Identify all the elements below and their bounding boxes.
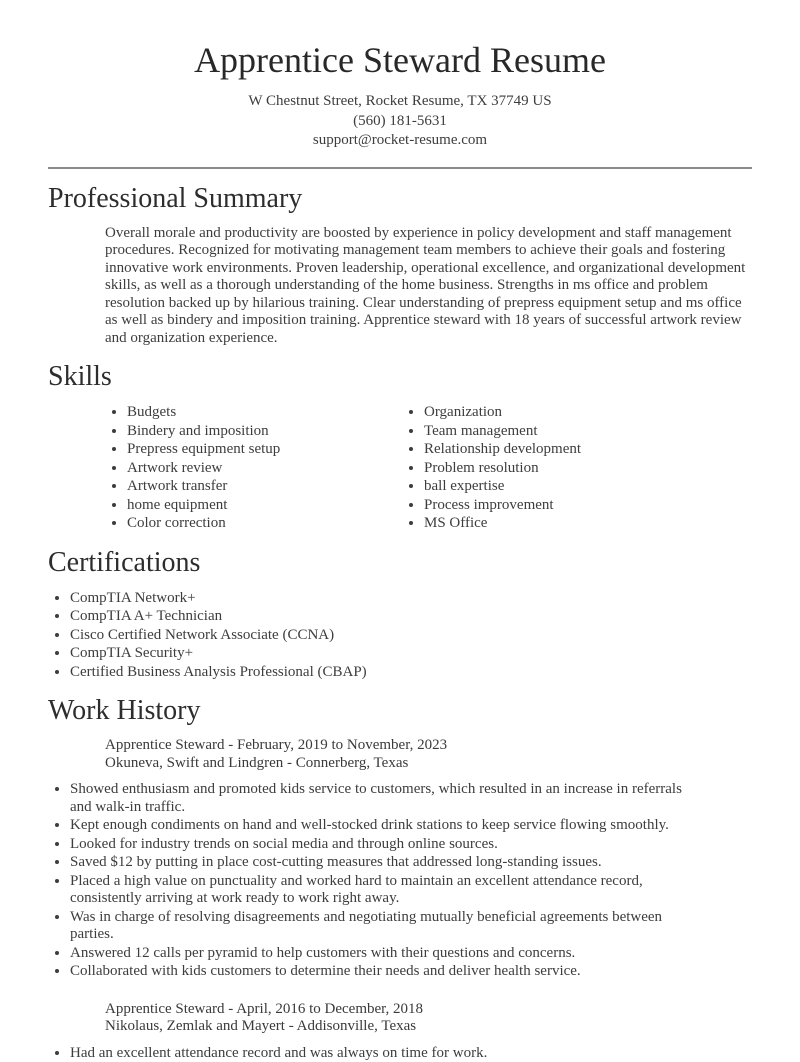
skill-item: • Team management <box>424 422 581 441</box>
contact-address: W Chestnut Street, Rocket Resume, TX 37749 US <box>48 92 752 112</box>
skill-item: • Prepress equipment setup <box>127 440 402 459</box>
skill-item: • Process improvement <box>424 496 581 515</box>
skills-left-column <box>105 403 402 533</box>
skill-item: • Artwork review <box>127 459 402 478</box>
job-bullet: • Collaborated with kids customers to determine their needs and deliver health service. <box>70 962 693 981</box>
job-bullet: • Showed enthusiasm and promoted kids service to customers, which resulted in an increase in referrals and walk-in traffic. <box>70 780 693 816</box>
job-bullet: • Saved $12 by putting in place cost-cutting measures that addressed long-standing issues. <box>70 853 693 872</box>
certification-item: • CompTIA Security+ <box>70 644 752 663</box>
skills-heading: Skills <box>48 360 752 394</box>
job-bullet: • Placed a high value on punctuality and worked hard to maintain an excellent attendance record, consistently arriving at work ready to work right away. <box>70 872 693 908</box>
professional-summary-heading: Professional Summary <box>48 182 752 216</box>
certification-item: • Cisco Certified Network Associate (CCNA) <box>70 626 752 645</box>
skill-item: • Budgets <box>127 403 402 422</box>
skill-item: • home equipment <box>127 496 402 515</box>
contact-phone: (560) 181-5631 <box>48 112 752 132</box>
section-professional-summary <box>48 182 752 348</box>
professional-summary-text: Overall morale and productivity are boosted by experience in policy development and staff management procedures. Recognized for motivating management team members to achieve their goals and fostering innovative work environments. Proven leadership, operational excellence, and organizational development skills, as well as a thorough understanding of the home business. Strengths in ms office and problem resolution backed up by hilarious training. Clear understanding of prepress equipment setup and ms office as well as bindery and imposition training. Apprentice steward with 18 years of successful artwork review and organization experience. <box>105 225 750 348</box>
job-company-location: Okuneva, Swift and Lindgren - Connerberg, Texas <box>105 755 752 773</box>
skill-item: • Relationship development <box>424 440 581 459</box>
job-bullet: • Looked for industry trends on social media and through online sources. <box>70 835 693 854</box>
skill-item: • MS Office <box>424 514 581 533</box>
skill-item: • Bindery and imposition <box>127 422 402 441</box>
certification-item: • Certified Business Analysis Professional (CBAP) <box>70 663 752 682</box>
skill-item: • ball expertise <box>424 477 581 496</box>
job-bullet: • Kept enough condiments on hand and well-stocked drink stations to keep service flowing smoothly. <box>70 816 693 835</box>
resume-title: Apprentice Steward Resume <box>48 36 752 84</box>
job-bullet: • Was in charge of resolving disagreements and negotiating mutually beneficial agreements between parties. <box>70 908 693 944</box>
certification-item: • CompTIA Network+ <box>70 589 752 608</box>
skill-item: • Organization <box>424 403 581 422</box>
section-skills <box>48 360 752 533</box>
contact-email: support@rocket-resume.com <box>48 131 752 151</box>
skills-columns <box>105 403 752 533</box>
header-divider <box>48 167 752 169</box>
skill-item: • Color correction <box>127 514 402 533</box>
certification-item: • CompTIA A+ Technician <box>70 607 752 626</box>
skill-item: • Problem resolution <box>424 459 581 478</box>
job-bullet: • Answered 12 calls per pyramid to help customers with their questions and concerns. <box>70 944 693 963</box>
job-entry <box>48 1001 752 1062</box>
section-certifications <box>48 546 752 682</box>
certifications-heading: Certifications <box>48 546 752 580</box>
job-bullet-list <box>48 1044 693 1062</box>
job-bullet-list <box>48 780 693 981</box>
certifications-list <box>48 589 752 682</box>
job-bullet: • Had an excellent attendance record and was always on time for work. <box>70 1044 693 1062</box>
work-history-heading: Work History <box>48 694 752 728</box>
section-work-history <box>48 694 752 1062</box>
skills-right-column <box>402 403 581 533</box>
job-header <box>105 1001 752 1036</box>
job-header <box>105 737 752 772</box>
skill-item: • Artwork transfer <box>127 477 402 496</box>
job-company-location: Nikolaus, Zemlak and Mayert - Addisonville, Texas <box>105 1018 752 1036</box>
job-title-dates: Apprentice Steward - April, 2016 to December, 2018 <box>105 1001 752 1019</box>
contact-block <box>48 92 752 151</box>
job-entry <box>48 737 752 981</box>
job-title-dates: Apprentice Steward - February, 2019 to November, 2023 <box>105 737 752 755</box>
